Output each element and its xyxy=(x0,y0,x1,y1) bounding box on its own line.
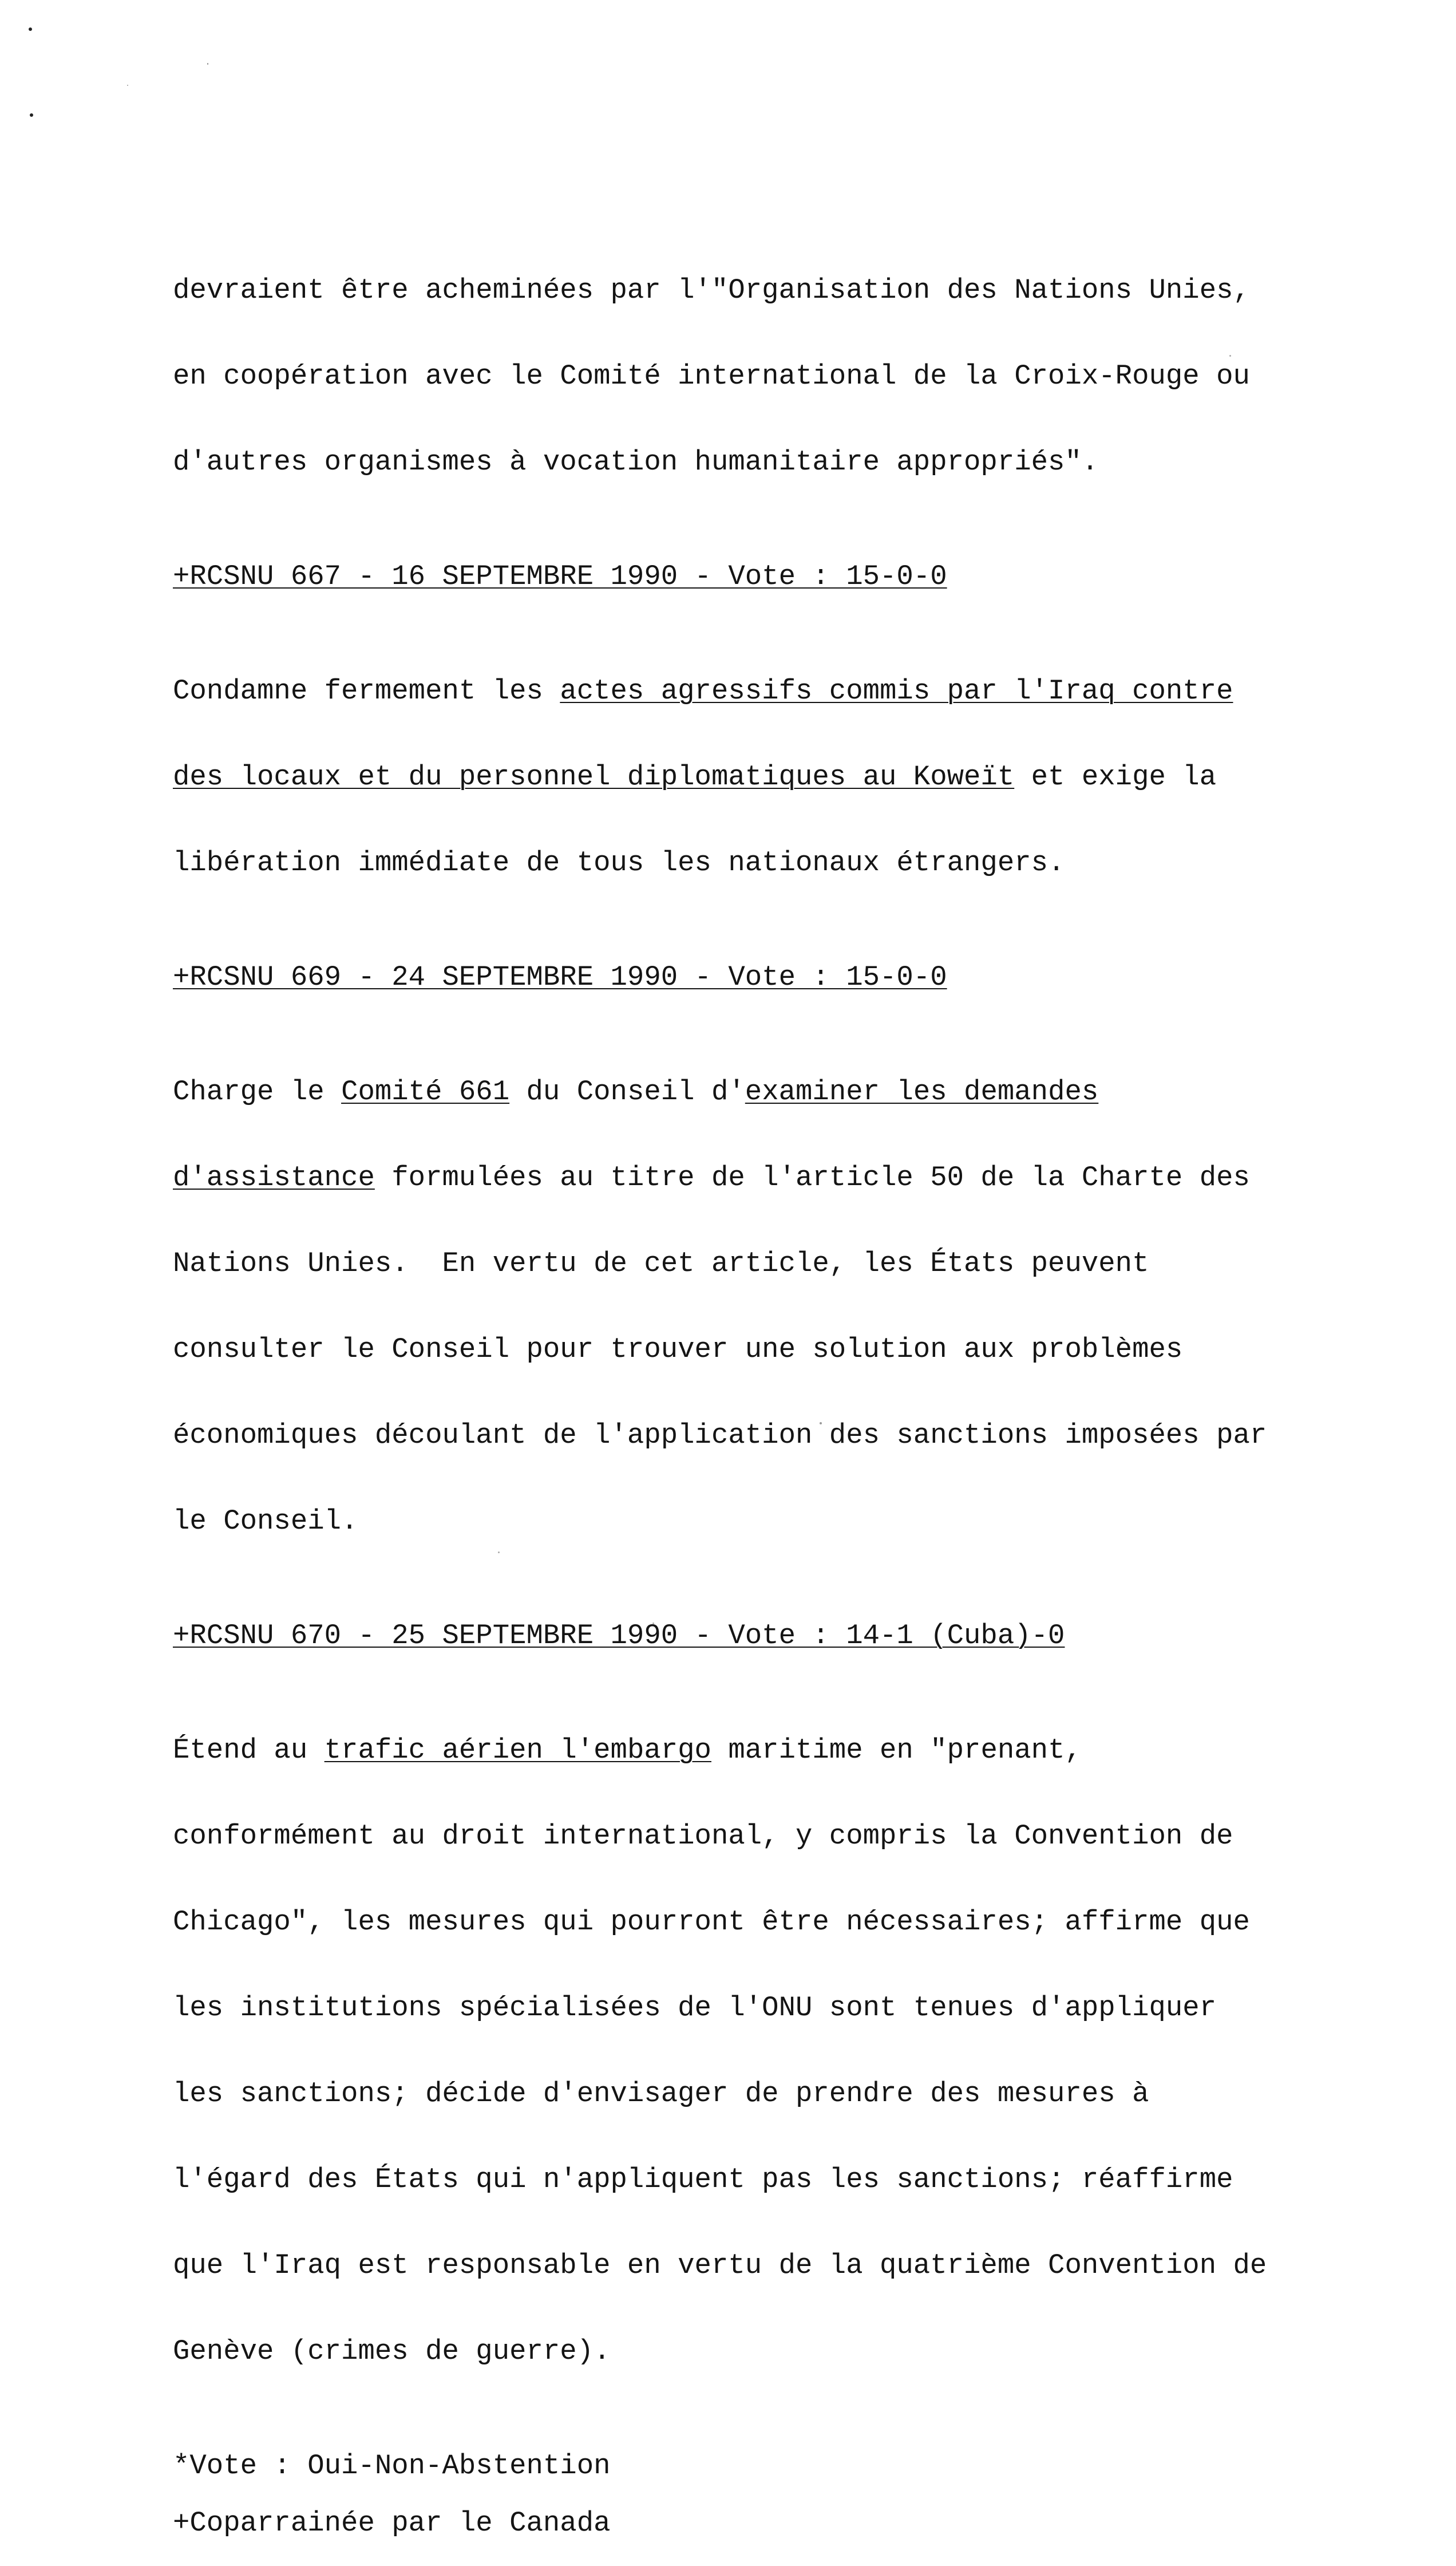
text-segment: formulées au titre de l'article 50 de la Charte des xyxy=(374,1162,1250,1194)
scan-speck xyxy=(29,27,32,31)
scan-speck xyxy=(30,113,33,117)
cosponsor-note: +Coparrainée par le Canada xyxy=(173,2507,611,2539)
text-line: les sanctions; décide d'envisager de prendre des mesures à xyxy=(173,2078,1149,2110)
text-line: Chicago", les mesures qui pourront être nécessaires; affirme que xyxy=(173,1906,1250,1938)
text-line: devraient être acheminées par l'"Organisation des Nations Unies, xyxy=(173,274,1250,306)
resolution-669-heading: +RCSNU 669 - 24 SEPTEMBRE 1990 - Vote : 15-0-0 xyxy=(173,961,947,993)
underlined-text: actes agressifs commis par l'Iraq contre xyxy=(560,675,1233,707)
scan-speck xyxy=(207,63,208,65)
text-segment: Étend au xyxy=(173,1734,325,1766)
resolution-670-heading: +RCSNU 670 - 25 SEPTEMBRE 1990 - Vote : 14-1 (Cuba)-0 xyxy=(173,1620,1065,1652)
text-line xyxy=(173,1736,1306,1764)
underlined-text: trafic aérien l'embargo xyxy=(324,1734,711,1766)
text-line xyxy=(173,677,1306,705)
text-segment: du Conseil d' xyxy=(509,1076,745,1108)
text-line xyxy=(173,763,1306,791)
underlined-text: d'assistance xyxy=(173,1162,375,1194)
resolution-670-text xyxy=(173,1679,1306,2423)
text-segment: et exige la xyxy=(1014,761,1217,793)
intro-paragraph xyxy=(173,219,1306,534)
text-line: économiques découlant de l'application des sanctions imposées par xyxy=(173,1419,1267,1451)
text-segment: maritime en "prenant, xyxy=(711,1734,1082,1766)
underlined-text: examiner les demandes xyxy=(745,1076,1099,1108)
resolution-667-heading: +RCSNU 667 - 16 SEPTEMBRE 1990 - Vote : 15-0-0 xyxy=(173,560,947,593)
text-line: en coopération avec le Comité international de la Croix-Rouge ou xyxy=(173,360,1250,392)
text-segment: Condamne fermement les xyxy=(173,675,560,707)
text-line: Nations Unies. En vertu de cet article, les États peuvent xyxy=(173,1248,1149,1280)
text-line: consulter le Conseil pour trouver une solution aux problèmes xyxy=(173,1333,1183,1365)
text-line: les institutions spécialisées de l'ONU sont tenues d'appliquer xyxy=(173,1992,1217,2024)
text-line: conformément au droit international, y compris la Convention de xyxy=(173,1820,1233,1852)
resolution-667-text xyxy=(173,619,1306,934)
text-line xyxy=(173,1163,1306,1192)
text-line: Genève (crimes de guerre). xyxy=(173,2335,611,2367)
text-line xyxy=(173,1077,1306,1106)
underlined-text: des locaux et du personnel diplomatiques au Koweït xyxy=(173,761,1015,793)
underlined-text: Comité 661 xyxy=(341,1076,510,1108)
text-line: d'autres organismes à vocation humanitaire appropriés". xyxy=(173,446,1099,478)
scan-speck xyxy=(127,85,128,86)
text-line: que l'Iraq est responsable en vertu de la quatrième Convention de xyxy=(173,2249,1267,2281)
text-segment: Charge le xyxy=(173,1076,342,1108)
document-body xyxy=(173,219,1306,2566)
resolution-669-text xyxy=(173,1020,1306,1593)
text-line: l'égard des États qui n'appliquent pas les sanctions; réaffirme xyxy=(173,2164,1233,2196)
text-line: le Conseil. xyxy=(173,1505,358,1537)
text-line: libération immédiate de tous les nationaux étrangers. xyxy=(173,847,1065,879)
vote-legend-note: *Vote : Oui-Non-Abstention xyxy=(173,2450,611,2482)
